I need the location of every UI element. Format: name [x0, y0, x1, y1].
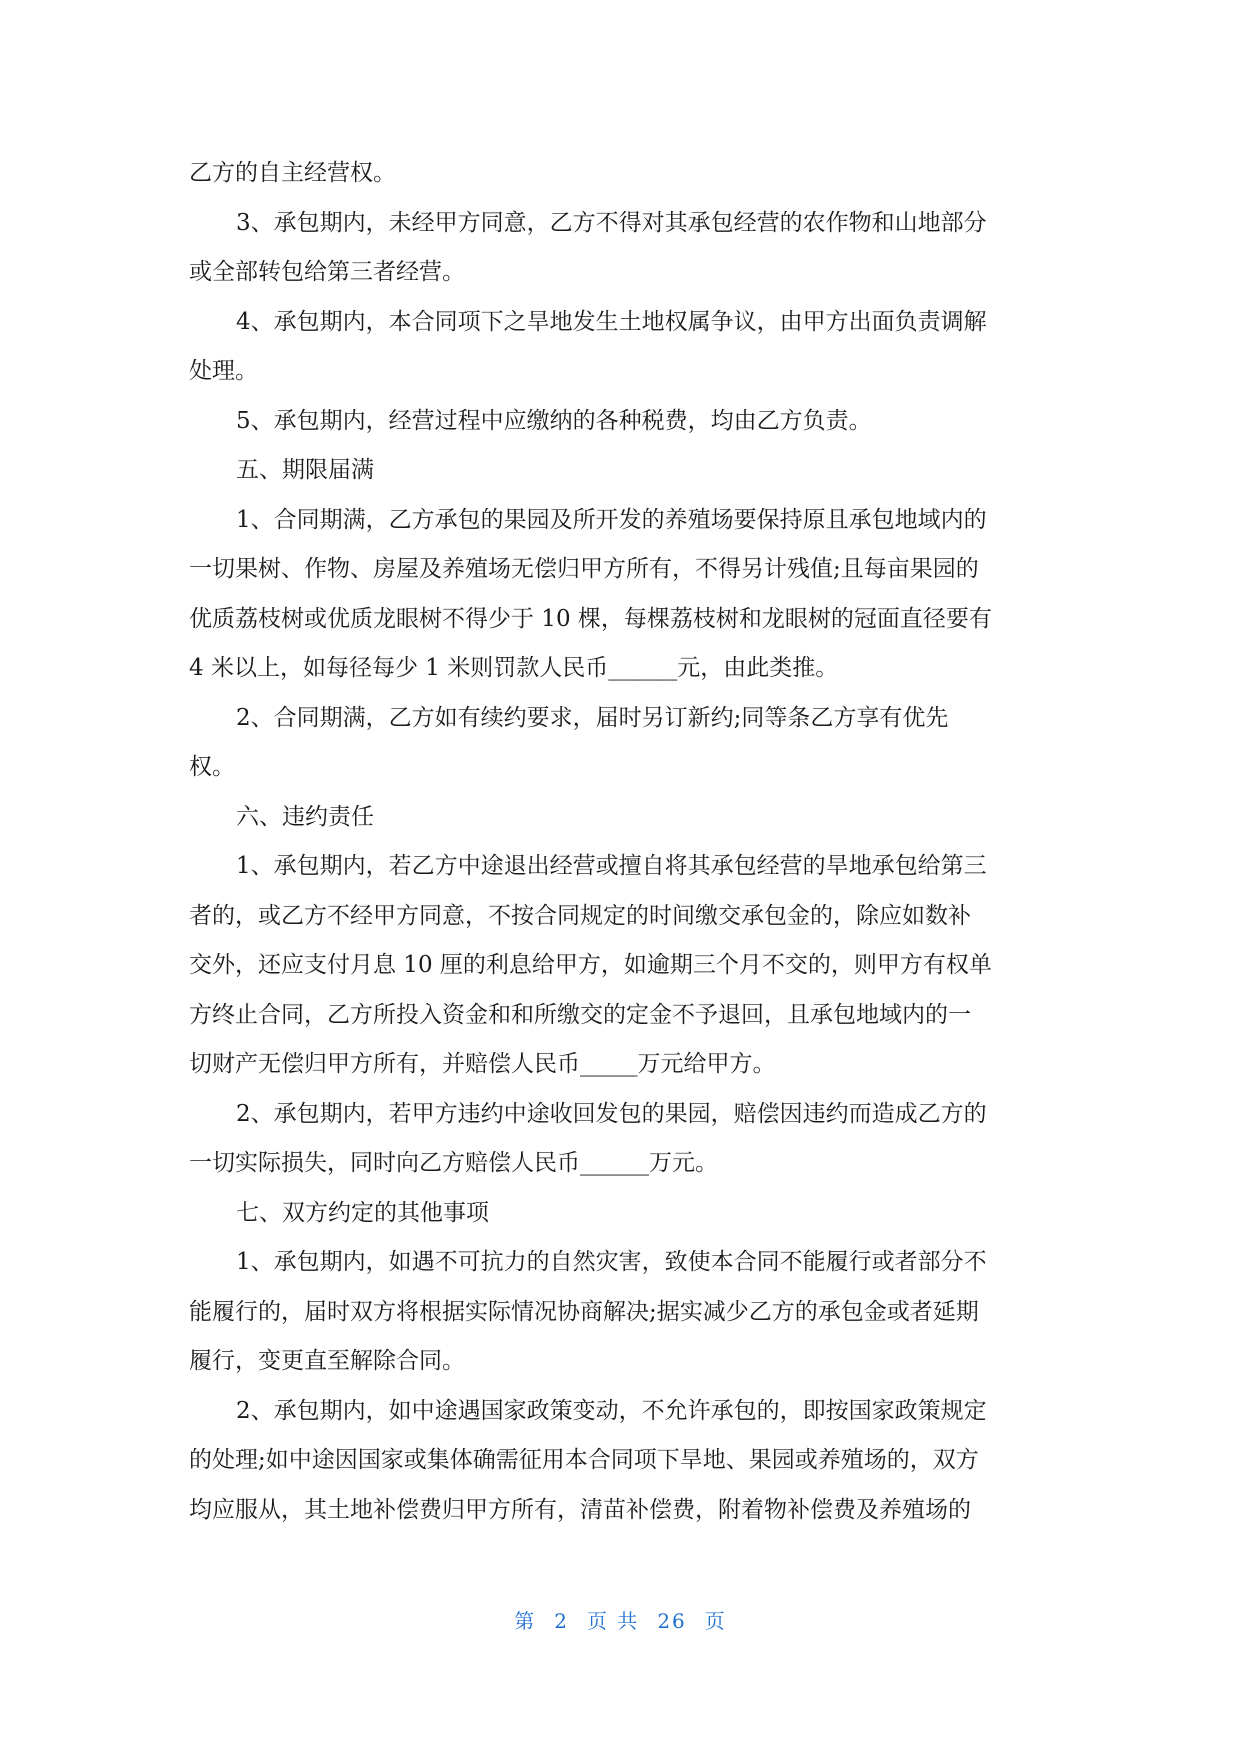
text-line: 优质荔枝树或优质龙眼树不得少于 10 棵，每棵荔枝树和龙眼树的冠面直径要有 [189, 605, 992, 632]
text-line: 乙方的自主经营权。 [189, 160, 396, 186]
text-line: 七、双方约定的其他事项 [236, 1199, 489, 1226]
text-line: 2、合同期满，乙方如有续约要求，届时另订新约;同等条乙方享有优先 [236, 704, 949, 731]
footer-middle: 页 共 [586, 1609, 640, 1633]
text-line: 1、承包期内，若乙方中途退出经营或擅自将其承包经营的旱地承包给第三 [236, 853, 987, 879]
text-line: 2、承包期内，若甲方违约中途收回发包的果园，赔偿因违约而造成乙方的 [236, 1100, 987, 1127]
text-line: 2、承包期内，如中途遇国家政策变动，不允许承包的，即按国家政策规定 [236, 1397, 987, 1424]
text-line: 五、期限届满 [236, 457, 374, 483]
text-line: 5、承包期内，经营过程中应缴纳的各种税费，均由乙方负责。 [236, 407, 872, 434]
text-line: 或全部转包给第三者经营。 [189, 259, 465, 285]
text-line: 的处理;如中途因国家或集体确需征用本合同项下旱地、果园或养殖场的，双方 [189, 1447, 979, 1473]
text-line: 均应服从，其土地补偿费归甲方所有，清苗补偿费，附着物补偿费及养殖场的 [189, 1496, 971, 1523]
text-line: 交外，还应支付月息 10 厘的利息给甲方，如逾期三个月不交的，则甲方有权单 [189, 952, 992, 978]
footer-suffix: 页 [704, 1609, 727, 1633]
page-footer [0, 1605, 1241, 1634]
text-line: 六、违约责任 [236, 803, 374, 830]
text-line: 权。 [189, 754, 235, 780]
text-line: 切财产无偿归甲方所有，并赔偿人民币_____万元给甲方。 [189, 1051, 776, 1077]
footer-total-pages: 26 [657, 1609, 687, 1633]
text-line: 者的，或乙方不经甲方同意，不按合同规定的时间缴交承包金的，除应如数补 [189, 902, 971, 929]
text-line: 方终止合同，乙方所投入资金和和所缴交的定金不予退回，且承包地域内的一 [189, 1001, 971, 1028]
text-line: 4 米以上，如每径每少 1 米则罚款人民币______元，由此类推。 [189, 655, 839, 681]
text-line: 一切实际损失，同时向乙方赔偿人民币______万元。 [189, 1150, 718, 1176]
text-line: 1、承包期内，如遇不可抗力的自然灾害，致使本合同不能履行或者部分不 [236, 1249, 987, 1275]
text-line: 3、承包期内，未经甲方同意，乙方不得对其承包经营的农作物和山地部分 [236, 209, 987, 236]
text-line: 一切果树、作物、房屋及养殖场无偿归甲方所有，不得另计残值;且每亩果园的 [189, 556, 979, 582]
text-line: 4、承包期内，本合同项下之旱地发生土地权属争议，由甲方出面负责调解 [236, 308, 987, 335]
text-line: 履行，变更直至解除合同。 [189, 1348, 465, 1374]
text-line: 处理。 [189, 358, 258, 384]
text-line: 1、合同期满，乙方承包的果园及所开发的养殖场要保持原且承包地域内的 [236, 506, 987, 533]
text-line: 能履行的，届时双方将根据实际情况协商解决;据实减少乙方的承包金或者延期 [189, 1298, 979, 1325]
footer-prefix: 第 [514, 1609, 537, 1633]
document-body [189, 149, 1055, 1535]
footer-page-number: 2 [554, 1609, 569, 1633]
